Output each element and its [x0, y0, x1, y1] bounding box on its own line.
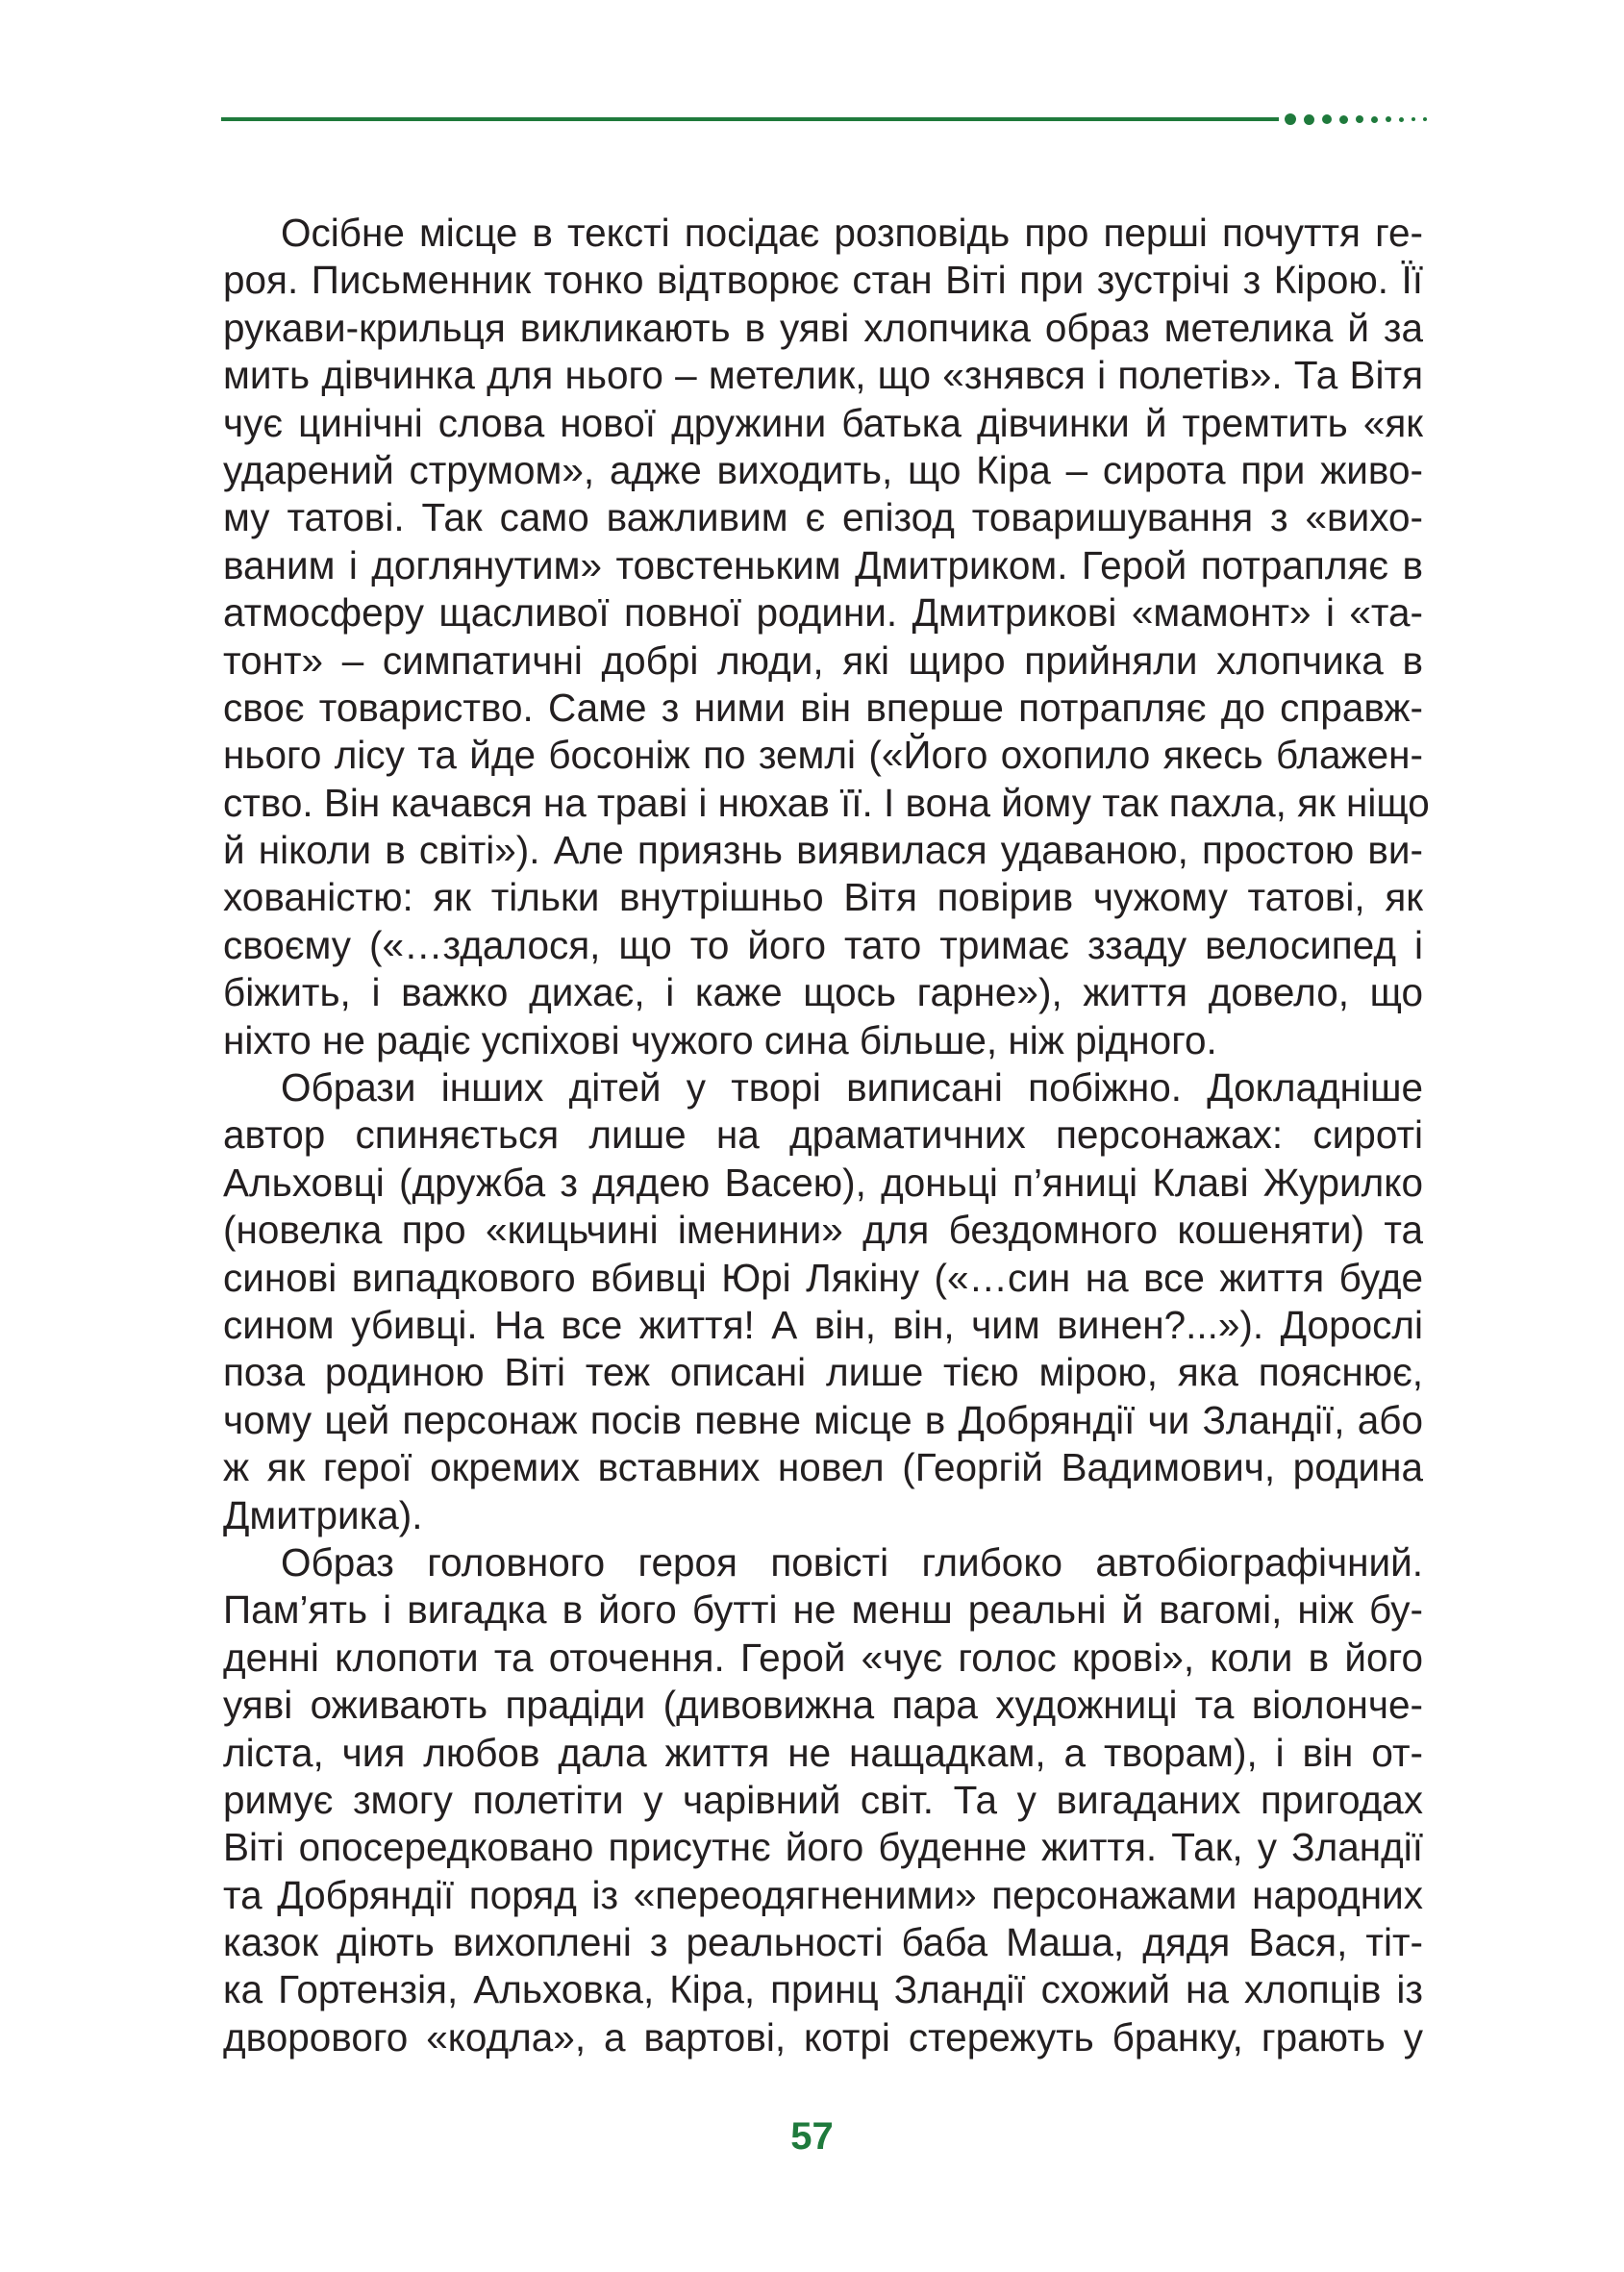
paragraph — [223, 1064, 1423, 1539]
text-line: ударений струмом», адже виходить, що Кіра – сирота при живо- — [223, 447, 1423, 492]
text-line: своє товариство. Саме з ними він вперше потрапляє до справж- — [223, 685, 1423, 730]
text-line: ліста, чия любов дала життя не нащадкам, а творам), і він от- — [223, 1730, 1423, 1775]
ornament-dot — [1285, 113, 1296, 125]
text-line: та Добряндії поряд із «переодягненими» персонажами народних — [223, 1872, 1423, 1917]
text-line: Образ головного героя повісті глибоко автобіографічний. — [281, 1539, 1423, 1585]
text-line: дворового «кодла», а вартові, котрі стережуть бранку, грають у — [223, 2014, 1423, 2060]
text-line: синові випадкового вбивці Юрі Лякіну («…син на все життя буде — [223, 1255, 1423, 1300]
text-line: ж як герої окремих вставних новел (Георгій Вадимович, родина — [223, 1445, 1423, 1490]
ornament-dot — [1412, 117, 1415, 121]
text-line: сином убивці. На все життя! А він, він, чим винен?...»). Дорослі — [223, 1302, 1423, 1347]
text-line: Образи інших дітей у творі виписані побіжно. Докладніше — [281, 1065, 1423, 1111]
text-line: Пам’ять і вигадка в його бутті не менш реальні й вагомі, ніж бу- — [223, 1587, 1423, 1633]
text-line: своєму («…здалося, що то його тато тримає ззаду велосипед і — [223, 922, 1423, 967]
ornament-dot — [1371, 116, 1378, 123]
ornament-dot — [1322, 114, 1332, 124]
ornament-dot — [1399, 117, 1404, 122]
text-line: (новелка про «кицьчині іменини» для бездомного кошеняти) та — [223, 1208, 1423, 1253]
text-line: рукави-крильця викликають в уяві хлопчика образ метелика й за — [223, 305, 1423, 350]
text-line: денні клопоти та оточення. Герой «чує голос крові», коли в його — [223, 1635, 1423, 1680]
header-rule — [221, 117, 1279, 121]
text-line: атмосферу щасливої повної родини. Дмитрикові «мамонт» і «та- — [223, 590, 1423, 636]
text-line: Альховці (дружба з дядею Васею), доньці п’яниці Клаві Журилко — [223, 1160, 1423, 1205]
paragraph — [223, 1539, 1423, 2061]
text-line: нього лісу та йде босоніж по землі («Його охопило якесь блажен- — [223, 733, 1423, 778]
text-line: біжить, і важко дихає, і каже щось гарне»), життя довело, що — [223, 970, 1423, 1015]
paragraph — [223, 210, 1430, 1064]
text-line: римує змогу полетіти у чарівний світ. Та у вигаданих пригодах — [223, 1777, 1423, 1822]
page-number: 57 — [790, 2115, 834, 2158]
ornament-dot — [1356, 115, 1363, 123]
text-line: ство. Він качався на траві і нюхав її. І вона йому так пахла, як ніщо — [223, 780, 1430, 825]
text-line: роя. Письменник тонко відтворює стан Віті при зустрічі з Кірою. Її — [223, 258, 1423, 303]
ornament-dot — [1386, 116, 1391, 122]
text-line: Осібне місце в тексті посідає розповідь про перші почуття ге- — [281, 211, 1423, 255]
text-line: чує цинічні слова нової дружини батька дівчинки й тремтить «як — [223, 400, 1423, 445]
text-line: поза родиною Віті теж описані лише тією мірою, яка пояснює, — [223, 1350, 1423, 1395]
text-line: ніхто не радіє успіхові чужого сина більше, ніж рідного. — [223, 1017, 1217, 1062]
text-line: тонт» – симпатичні добрі люди, які щиро прийняли хлопчика в — [223, 637, 1423, 683]
text-line: казок діють вихоплені з реальності баба Маша, дядя Вася, тіт- — [223, 1920, 1423, 1965]
text-line: чому цей персонаж посів певне місце в Добряндії чи Зландії, або — [223, 1397, 1423, 1442]
text-line: автор спиняється лише на драматичних персонажах: сироті — [223, 1112, 1423, 1158]
text-line: хованістю: як тільки внутрішньо Вітя повірив чужому татові, як — [223, 875, 1423, 920]
text-line: уяві оживають прадіди (дивовижна пара художниці та віолонче- — [223, 1683, 1423, 1728]
ornament-dot — [1304, 114, 1314, 125]
body-text — [223, 210, 1430, 2061]
text-line: ваним і доглянутим» товстеньким Дмитриком. Герой потрапляє в — [223, 542, 1423, 587]
text-line: Дмитрика). — [223, 1492, 423, 1537]
text-line: мить дівчинка для нього – метелик, що «знявся і полетів». Та Вітя — [223, 353, 1423, 398]
text-line: Віті опосередковано присутнє його буденне життя. Так, у Зландії — [223, 1825, 1423, 1870]
header-dots-ornament — [1285, 112, 1435, 127]
ornament-dot — [1339, 115, 1348, 124]
text-line: й ніколи в світі»). Але приязнь виявилася удаваною, простою ви- — [223, 828, 1423, 873]
ornament-dot — [1423, 117, 1427, 121]
text-line: му татові. Так само важливим є епізод товаришування з «вихо- — [223, 495, 1423, 540]
text-line: ка Гортензія, Альховка, Кіра, принц Зландії схожий на хлопців із — [223, 1967, 1423, 2012]
